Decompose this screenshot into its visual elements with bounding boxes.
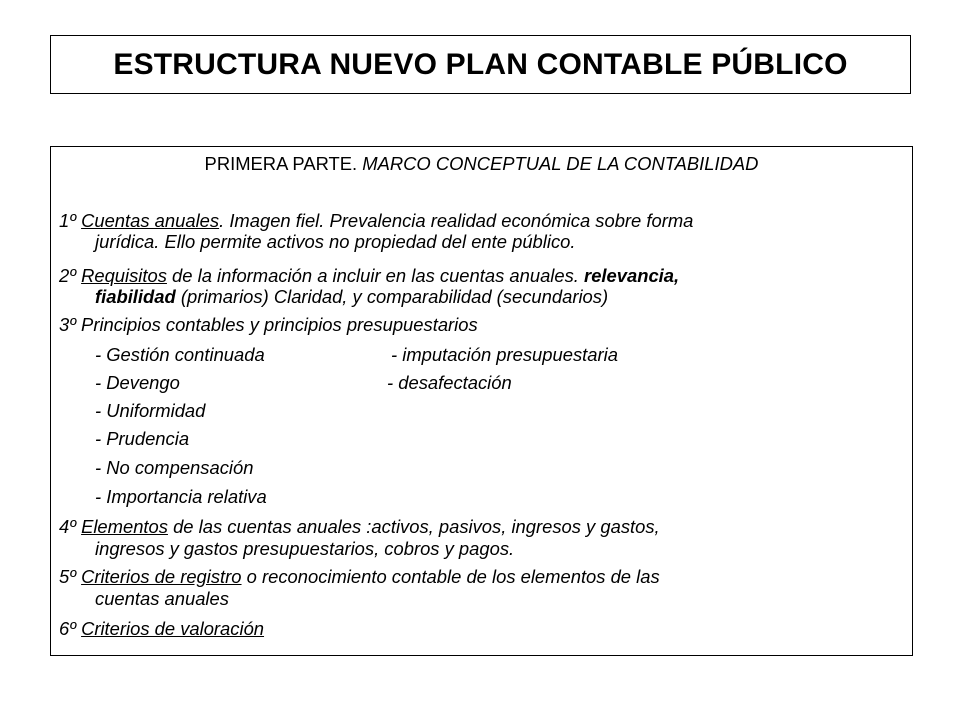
- item-2-num: 2º: [59, 265, 82, 286]
- item-6-num: 6º: [59, 618, 82, 639]
- item-2-bold: relevancia,: [584, 265, 680, 286]
- principle-2: - Devengo: [95, 372, 180, 393]
- principle-right-1: - imputación presupuestaria: [391, 344, 618, 365]
- item-5-num: 5º: [59, 566, 82, 587]
- principle-6: - Importancia relativa: [95, 486, 267, 507]
- principle-right-2: - desafectación: [387, 372, 512, 393]
- content-box: [50, 146, 913, 656]
- item-5-cont: cuentas anuales: [95, 588, 229, 609]
- item-4-rest: de las cuentas anuales :activos, pasivos, ingresos y gastos,: [167, 516, 660, 537]
- item-1-link: Cuentas anuales: [81, 210, 220, 231]
- section-heading: [51, 153, 912, 175]
- item-2-rest: de la información a incluir en las cuentas anuales.: [166, 265, 585, 286]
- item-2-cont-bold: fiabilidad: [95, 286, 176, 307]
- item-4-cont: ingresos y gastos presupuestarios, cobros y pagos.: [95, 538, 515, 559]
- item-5-link: Criterios de registro: [81, 566, 242, 587]
- principle-1: - Gestión continuada: [95, 344, 265, 365]
- heading-italic: MARCO CONCEPTUAL DE LA CONTABILIDAD: [357, 153, 759, 174]
- item-1-cont: jurídica. Ello permite activos no propiedad del ente público.: [95, 231, 576, 252]
- principle-5: - No compensación: [95, 457, 254, 478]
- item-1-num: 1º: [59, 210, 82, 231]
- item-4: [59, 517, 660, 537]
- item-6: [59, 619, 264, 639]
- item-2: [59, 266, 679, 286]
- title-box: [50, 35, 911, 94]
- item-5-rest: o reconocimiento contable de los elementos de las: [241, 566, 660, 587]
- item-1: [59, 211, 693, 231]
- heading-normal: PRIMERA PARTE.: [204, 153, 358, 174]
- item-5: [59, 567, 660, 587]
- item-2-cont-rest: (primarios) Claridad, y comparabilidad (secundarios): [175, 286, 609, 307]
- item-3: 3º Principios contables y principios presupuestarios: [59, 314, 478, 335]
- item-2-link: Requisitos: [81, 265, 167, 286]
- item-1-rest: . Imagen fiel. Prevalencia realidad económica sobre forma: [219, 210, 694, 231]
- principle-3: - Uniformidad: [95, 400, 206, 421]
- page-title: ESTRUCTURA NUEVO PLAN CONTABLE PÚBLICO: [113, 47, 848, 81]
- principle-4: - Prudencia: [95, 428, 190, 449]
- item-4-link: Elementos: [81, 516, 168, 537]
- item-6-link: Criterios de valoración: [81, 618, 265, 639]
- item-2-cont: [95, 287, 608, 307]
- item-4-num: 4º: [59, 516, 82, 537]
